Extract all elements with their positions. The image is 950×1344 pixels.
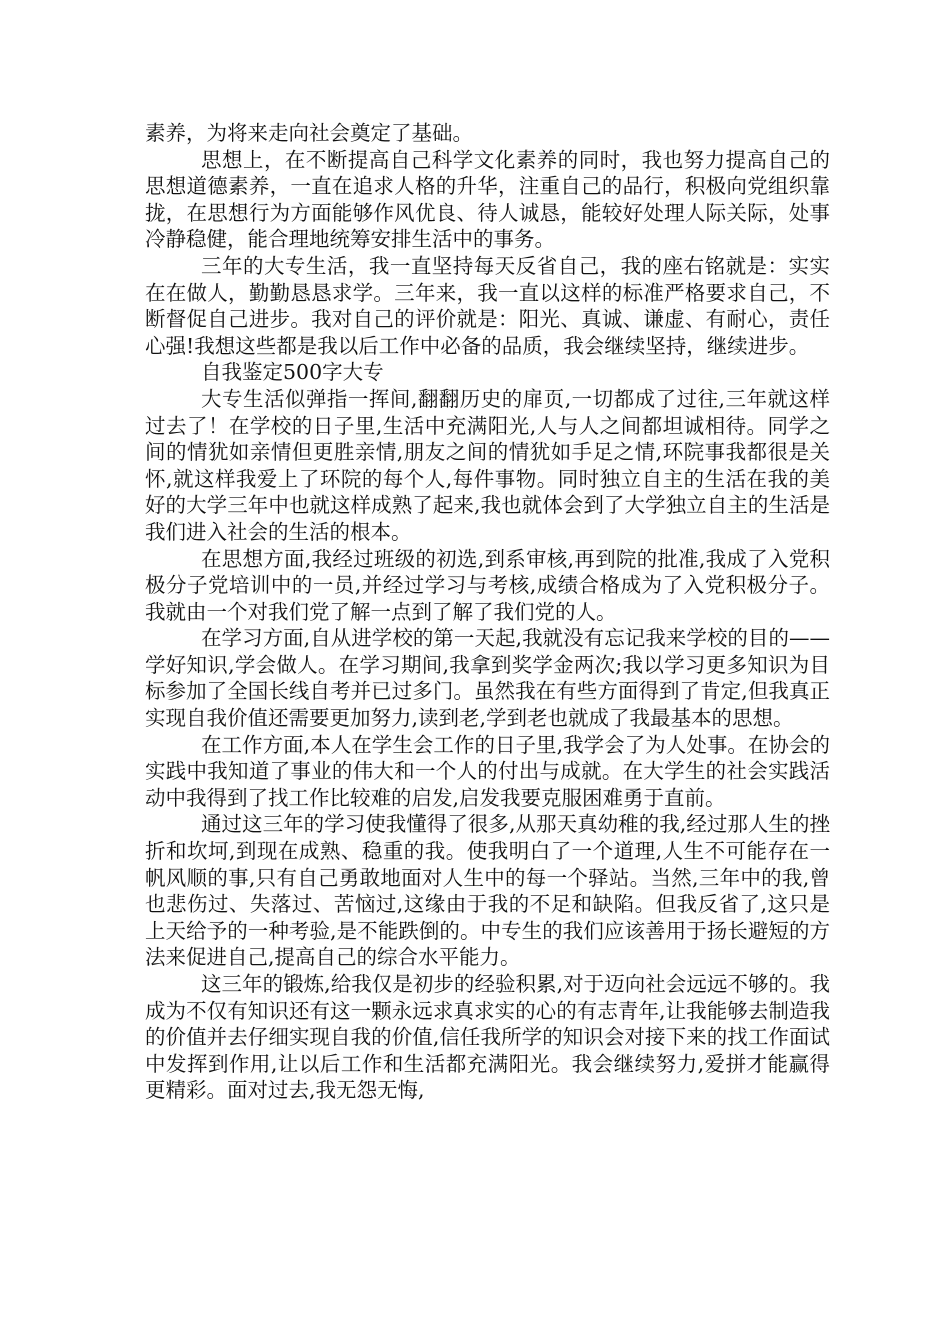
paragraph-ideology: 思想上，在不断提高自己科学文化素养的同时，我也努力提高自己的思想道德素养，一直在追求人格的升华，注重自己的品行，积极向党组织靠拢，在思想行为方面能够作风优良、待人诚恳，能较好处理人际关际，处事冷静稳健，能合理地统筹安排生活中的事务。 [145, 147, 830, 252]
section-heading: 自我鉴定500字大专 [201, 360, 384, 385]
paragraph-thought: 在思想方面,我经过班级的初选,到系审核,再到院的批准,我成了入党积极分子党培训中的一员,并经过学习与考核,成绩合格成为了入党积极分子。我就由一个对我们党了解一点到了解了我们党的人。 [145, 546, 830, 624]
paragraph-college-life: 大专生活似弹指一挥间,翻翻历史的扉页,一切都成了过往,三年就这样过去了！在学校的日子里,生活中充满阳光,人与人之间都坦诚相待。同学之间的情犹如亲情但更胜亲情,朋友之间的情犹如手足之情,环院事我都很是关怀,就这样我爱上了环院的每个人,每件事物。同时独立自主的生活在我的美好的大学三年中也就这样成熟了起来,我也就体会到了大学独立自主的生活是我们进入社会的生活的根本。 [145, 386, 830, 544]
paragraph-self-evaluation: 三年的大专生活，我一直坚持每天反省自己，我的座右铭就是：实实在在做人，勤勤恳恳求学。三年来，我一直以这样的标准严格要求自己，不断督促自己进步。我对自己的评价就是：阳光、真诚、谦虚、有耐心，责任心强!我想这些都是我以后工作中必备的品质，我会继续坚持，继续进步。 [145, 253, 830, 358]
document-body [145, 120, 830, 1104]
paragraph-study: 在学习方面,自从进学校的第一天起,我就没有忘记我来学校的目的——学好知识,学会做人。在学习期间,我拿到奖学金两次;我以学习更多知识为目标参加了全国长线自考并已过多门。虽然我在有些方面得到了肯定,但我真正实现自我价值还需要更加努力,读到老,学到老也就成了我最基本的思想。 [145, 626, 830, 731]
paragraph-growth: 通过这三年的学习使我懂得了很多,从那天真幼稚的我,经过那人生的挫折和坎坷,到现在成熟、稳重的我。使我明白了一个道理,人生不可能存在一帆风顺的事,只有自己勇敢地面对人生中的每一个驿站。当然,三年中的我,曾也悲伤过、失落过、苦恼过,这缘由于我的不足和缺陷。但我反省了,这只是上天给予的一种考验,是不能跌倒的。中专生的我们应该善用于扬长避短的方法来促进自己,提高自己的综合水平能力。 [145, 812, 830, 970]
paragraph-training: 这三年的锻炼,给我仅是初步的经验积累,对于迈向社会远远不够的。我成为不仅有知识还有这一颗永远求真求实的心的有志青年,让我能够去制造我的价值并去仔细实现自我的价值,信任我所学的知识会对接下来的找工作面试中发挥到作用,让以后工作和生活都充满阳光。我会继续努力,爱拼才能赢得更精彩。面对过去,我无怨无悔, [145, 972, 830, 1103]
paragraph-work: 在工作方面,本人在学生会工作的日子里,我学会了为人处事。在协会的实践中我知道了事业的伟大和一个人的付出与成就。在大学生的社会实践活动中我得到了找工作比较难的启发,启发我要克服困难勇于直前。 [145, 732, 830, 810]
paragraph-continuation: 素养，为将来走向社会奠定了基础。 [145, 121, 473, 145]
